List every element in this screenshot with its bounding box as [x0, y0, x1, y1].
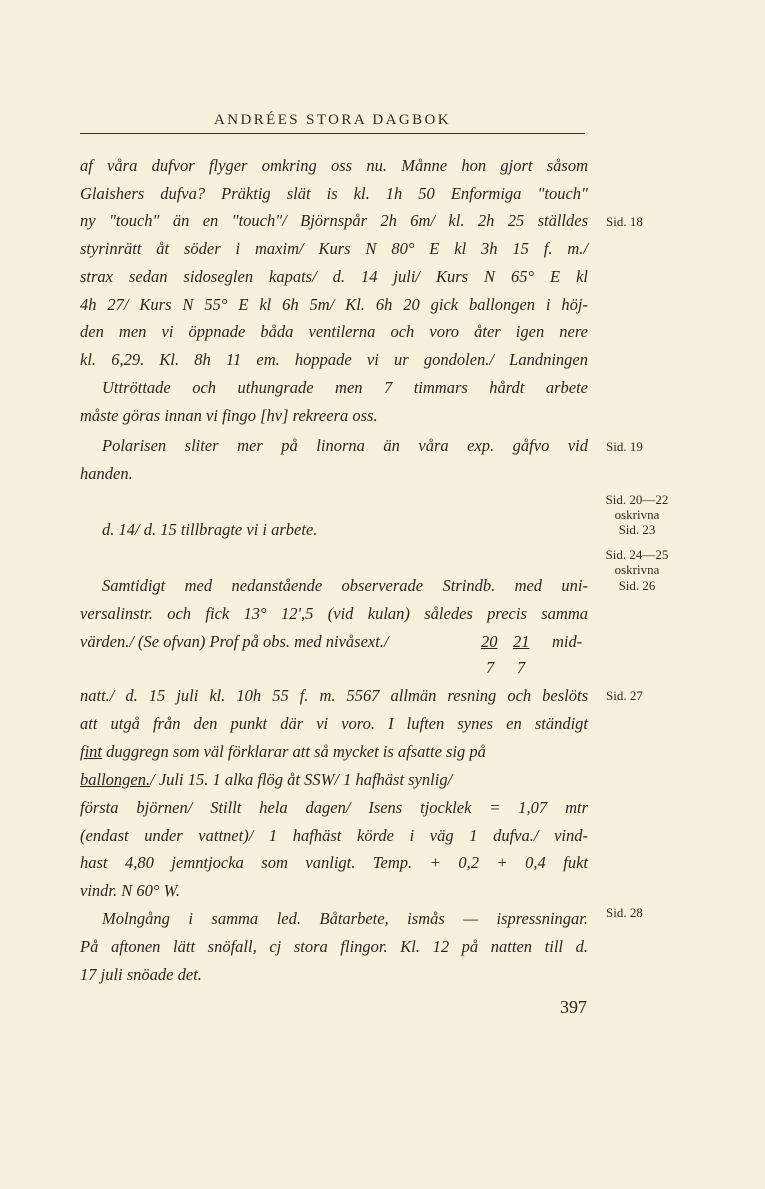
margin-note: Sid. 20—22 — [605, 492, 669, 507]
text-line: måste göras innan vi fingo [hv] rekreera oss. — [80, 406, 378, 425]
underlined-word: fint — [80, 742, 103, 761]
text-line: 4h 27/ Kurs N 55° E kl 6h 5m/ Kl. 6h 20 gick ballongen i höj- — [80, 295, 588, 314]
text-line — [80, 742, 588, 762]
running-header: ANDRÉES STORA DAGBOK — [214, 112, 451, 128]
text-line — [80, 770, 588, 790]
text-line: styrinrätt åt söder i maxim/ Kurs N 80° E kl 3h 15 f. m./ — [80, 239, 588, 258]
text-line: versalinstr. och fick 13° 12',5 (vid kulan) således precis samma — [80, 604, 588, 623]
text-line: Glaishers dufva? Präktig slät is kl. 1h 50 Enformiga "touch" — [80, 184, 588, 203]
text-line-end: mid- — [552, 632, 583, 651]
page-number: 397 — [560, 997, 587, 1017]
text-line: ny "touch" än en "touch"/ Björnspår 2h 6m/ kl. 2h 25 ställdes — [80, 211, 588, 230]
margin-note: Sid. 18 — [606, 214, 643, 229]
text-line: hast 4,80 jemntjocka som vanligt. Temp. + 0,2 + 0,4 fukt — [80, 853, 588, 872]
margin-note: Sid. 24—25 — [605, 547, 669, 562]
text-line: Uttröttade och uthungrade men 7 timmars hårdt arbete — [102, 378, 588, 397]
header-rule — [80, 133, 585, 134]
text-line: 17 juli snöade det. — [80, 965, 202, 984]
margin-note: oskrivna — [614, 507, 660, 522]
text-line: vindr. N 60° W. — [80, 881, 180, 900]
text-line: På aftonen lätt snöfall, cj stora flingor. Kl. 12 på natten till d. — [80, 937, 588, 956]
text-line: första björnen/ Stillt hela dagen/ Isens tjocklek = 1,07 mtr — [80, 798, 588, 817]
underlined-word: ballongen. — [80, 770, 151, 789]
text-line: Polarisen sliter mer på linorna än våra exp. gåfvo vid — [102, 436, 588, 455]
fraction-numerator: 20 — [481, 632, 498, 651]
text-line: natt./ d. 15 juli kl. 10h 55 f. m. 5567 allmän resning och beslöts — [80, 686, 588, 705]
margin-note: oskrivna — [614, 562, 660, 577]
margin-note: Sid. 26 — [618, 578, 656, 593]
text-line: kl. 6,29. Kl. 8h 11 em. hoppade vi ur gondolen./ Landningen — [80, 350, 588, 369]
text-line: Molngång i samma led. Båtarbete, ismås — ispressningar. — [102, 909, 588, 928]
text-line: att utgå från den punkt där vi voro. I luften synes en ständigt — [80, 714, 588, 733]
text-line: (endast under vattnet)/ 1 hafhäst körde i väg 1 dufva./ vind- — [80, 826, 588, 845]
margin-note: Sid. 19 — [606, 439, 643, 454]
text-line-rest: duggregn som väl förklarar att så mycket is afsatte sig på — [106, 742, 486, 761]
fraction-denominator: 7 — [517, 658, 526, 677]
text-line-rest: / Juli 15. 1 alka flög åt SSW/ 1 hafhäst synlig/ — [150, 770, 453, 789]
text-line: handen. — [80, 464, 133, 483]
text-line: strax sedan sidoseglen kapats/ d. 14 juli/ Kurs N 65° E kl — [80, 267, 588, 286]
text-line: af våra dufvor flyger omkring oss nu. Månne hon gjort såsom — [80, 156, 588, 175]
text-line: värden./ (Se ofvan) Prof på obs. med nivåsext./ — [80, 632, 389, 651]
margin-note: Sid. 27 — [606, 688, 643, 703]
fraction-denominator: 7 — [486, 658, 495, 677]
text-line: den men vi öppnade båda ventilerna och voro åter igen nere — [80, 322, 588, 341]
text-line: Samtidigt med nedanstående observerade Strindb. med uni- — [102, 576, 588, 595]
margin-note: Sid. 23 — [618, 522, 656, 537]
fraction-numerator: 21 — [513, 632, 530, 651]
text-line: d. 14/ d. 15 tillbragte vi i arbete. — [102, 520, 318, 539]
margin-note: Sid. 28 — [606, 905, 643, 920]
